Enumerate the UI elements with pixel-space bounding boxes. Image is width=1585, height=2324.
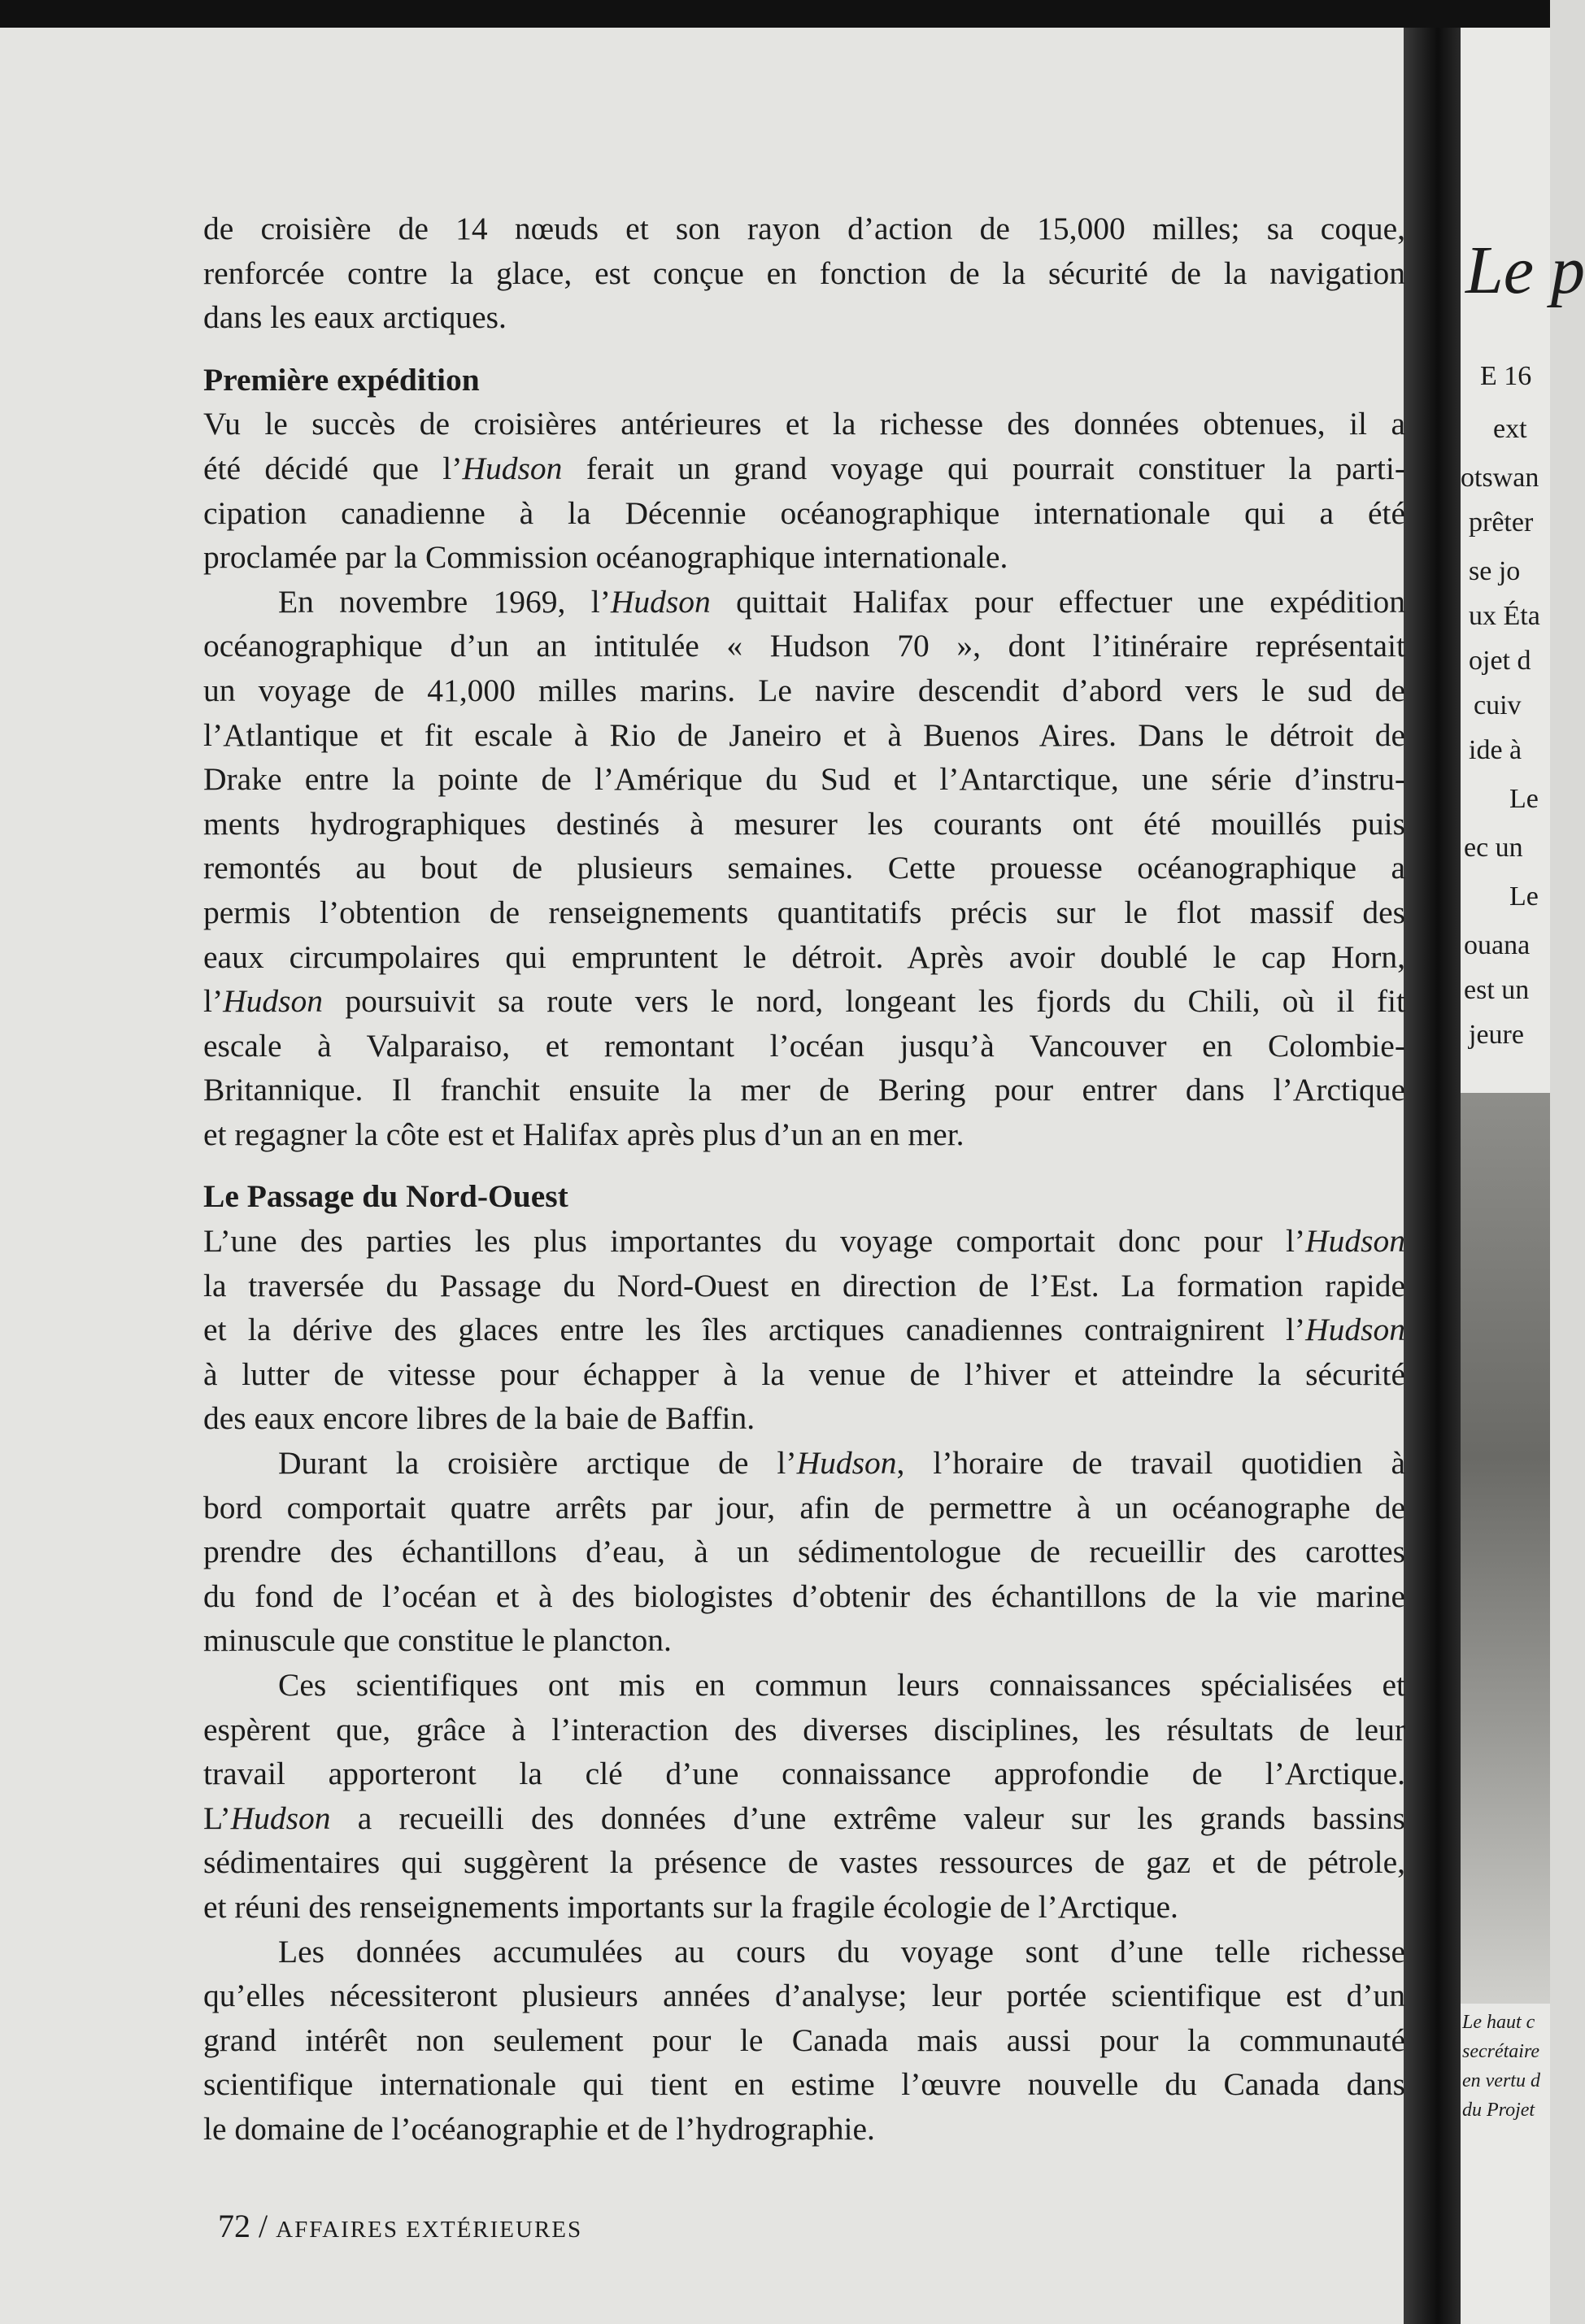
journal-title: AFFAIRES EXTÉRIEURES [276, 2217, 583, 2243]
text-line: un voyage de 41,000 milles marins. Le navire descendit d’abord vers le sud de [203, 672, 1405, 708]
text-line: espèrent que, grâce à l’interaction des diverses disciplines, les résultats de leur [203, 1711, 1405, 1747]
adjacent-page-line: Le [1509, 784, 1539, 814]
adjacent-page-line: se jo [1469, 556, 1521, 586]
text-line: L’Hudson a recueilli des données d’une extrême valeur sur les grands bassins [203, 1800, 1405, 1836]
text-line: le domaine de l’océanographie et de l’hydrographie. [203, 2110, 875, 2147]
text-line: prendre des échantillons d’eau, à un sédimentologue de recueillir des carottes [203, 1534, 1405, 1570]
text-line: ments hydrographiques destinés à mesurer les courants ont été mouillés puis [203, 805, 1405, 842]
text-line: sédimentaires qui suggèrent la présence de vastes ressources de gaz et de pétrole, [203, 1844, 1405, 1881]
text-line: proclamée par la Commission océanographique internationale. [203, 539, 1008, 576]
text-line: eaux circumpolaires qui empruntent le détroit. Après avoir doublé le cap Horn, [203, 938, 1405, 975]
text-line: En novembre 1969, l’Hudson quittait Halifax pour effectuer une expédition [278, 583, 1405, 620]
footer-separator: / [259, 2208, 268, 2244]
text-line: L’une des parties les plus importantes du voyage comportait donc pour l’Hudson [203, 1223, 1405, 1260]
adjacent-page-line: ojet d [1469, 646, 1531, 676]
text-line: permis l’obtention de renseignements quantitatifs précis sur le flot massif des [203, 894, 1405, 930]
section-heading-passage-nord-ouest: Le Passage du Nord-Ouest [203, 1178, 568, 1215]
text-line: bord comportait quatre arrêts par jour, afin de permettre à un océanographe de [203, 1489, 1405, 1525]
adjacent-page-line: cuiv [1474, 690, 1522, 720]
adjacent-page-photo [1461, 1093, 1550, 2004]
text-line: remontés au bout de plusieurs semaines. Cette prouesse océanographique a [203, 850, 1405, 886]
text-line: à lutter de vitesse pour échapper à la venue de l’hiver et atteindre la sécurité [203, 1356, 1405, 1392]
adjacent-page-caption-line: en vertu d [1462, 2070, 1540, 2091]
section-heading-premiere-expedition: Première expédition [203, 361, 480, 398]
adjacent-page-caption-line: secrétaire [1462, 2041, 1540, 2062]
opening-paragraph [203, 207, 1405, 340]
adjacent-page-line: ux Éta [1469, 601, 1540, 631]
text-line: Les données accumulées au cours du voyage sont d’une telle richesse [278, 1933, 1405, 1969]
adjacent-page-line: otswan [1461, 463, 1539, 493]
text-line: grand intérêt non seulement pour le Canada mais aussi pour la communauté [203, 2022, 1405, 2058]
text-line: Durant la croisière arctique de l’Hudson, l’horaire de travail quotidien à [278, 1445, 1406, 1482]
adjacent-page [1461, 28, 1585, 2324]
adjacent-page-line: ec un [1464, 833, 1523, 863]
text-line: la traversée du Passage du Nord-Ouest en direction de l’Est. La formation rapide [203, 1267, 1405, 1303]
adjacent-page-line: prêter [1469, 507, 1534, 537]
text-line: l’Atlantique et fit escale à Rio de Janeiro et à Buenos Aires. Dans le détroit de [203, 716, 1405, 753]
paragraph [203, 1930, 1405, 2152]
book-gutter [1404, 28, 1461, 2324]
page-number: 72 [218, 2208, 250, 2244]
page-footer [218, 2207, 582, 2245]
text-line: minuscule que constitue le plancton. [203, 1622, 672, 1659]
paragraph [203, 1441, 1405, 1663]
text-line: océanographique d’un an intitulée « Hudson 70 », dont l’itinéraire représentait [203, 628, 1405, 664]
adjacent-page-line: ext [1493, 414, 1527, 444]
adjacent-page-title: Le p [1465, 233, 1585, 308]
text-line: dans les eaux arctiques. [203, 299, 507, 336]
adjacent-page-line: jeure [1469, 1020, 1524, 1050]
text-line: Britannique. Il franchit ensuite la mer de Bering pour entrer dans l’Arctique [203, 1072, 1405, 1108]
scan-top-edge [0, 0, 1550, 28]
text-line: Vu le succès de croisières antérieures et la richesse des données obtenues, il a [203, 406, 1405, 442]
text-line: cipation canadienne à la Décennie océanographique internationale qui a été [203, 494, 1405, 531]
text-line: des eaux encore libres de la baie de Baffin. [203, 1400, 755, 1437]
adjacent-page-line: Le [1509, 881, 1539, 912]
text-line: été décidé que l’Hudson ferait un grand voyage qui pourrait constituer la parti- [203, 450, 1405, 486]
text-line: Drake entre la pointe de l’Amérique du Sud et l’Antarctique, une série d’instru- [203, 761, 1405, 798]
adjacent-page-line: ide à [1469, 735, 1522, 765]
paragraph [203, 402, 1405, 579]
text-line: l’Hudson poursuivit sa route vers le nord, longeant les fjords du Chili, où il fit [203, 983, 1405, 1020]
text-line: Ces scientifiques ont mis en commun leurs connaissances spécialisées et [278, 1667, 1405, 1703]
text-line: et regagner la côte est et Halifax après plus d’un an en mer. [203, 1116, 964, 1152]
text-line: renforcée contre la glace, est conçue en fonction de la sécurité de la navigation [203, 255, 1405, 291]
adjacent-page-line: E 16 [1480, 361, 1532, 391]
text-line: et la dérive des glaces entre les îles arctiques canadiennes contraignirent l’Hudson [203, 1312, 1405, 1348]
article-body [203, 207, 1405, 2152]
text-line: scientifique internationale qui tient en estime l’œuvre nouvelle du Canada dans [203, 2066, 1405, 2103]
adjacent-page-caption-line: Le haut c [1462, 2012, 1535, 2033]
adjacent-page-line: ouana [1464, 930, 1531, 960]
adjacent-page-caption-line: du Projet [1462, 2100, 1535, 2121]
text-line: de croisière de 14 nœuds et son rayon d’action de 15,000 milles; sa coque, [203, 211, 1405, 246]
text-line: du fond de l’océan et à des biologistes d’obtenir des échantillons de la vie marine [203, 1578, 1405, 1614]
paragraph [203, 580, 1405, 1157]
text-line: travail apporteront la clé d’une connaissance approfondie de l’Arctique. [203, 1756, 1405, 1792]
paragraph [203, 1219, 1405, 1441]
adjacent-page-line: est un [1464, 975, 1530, 1005]
text-line: qu’elles nécessiteront plusieurs années d’analyse; leur portée scientifique est d’un [203, 1978, 1405, 2014]
text-line: et réuni des renseignements importants sur la fragile écologie de l’Arctique. [203, 1888, 1178, 1925]
text-line: escale à Valparaiso, et remontant l’océan jusqu’à Vancouver en Colombie- [203, 1027, 1405, 1064]
paragraph [203, 1663, 1405, 1930]
